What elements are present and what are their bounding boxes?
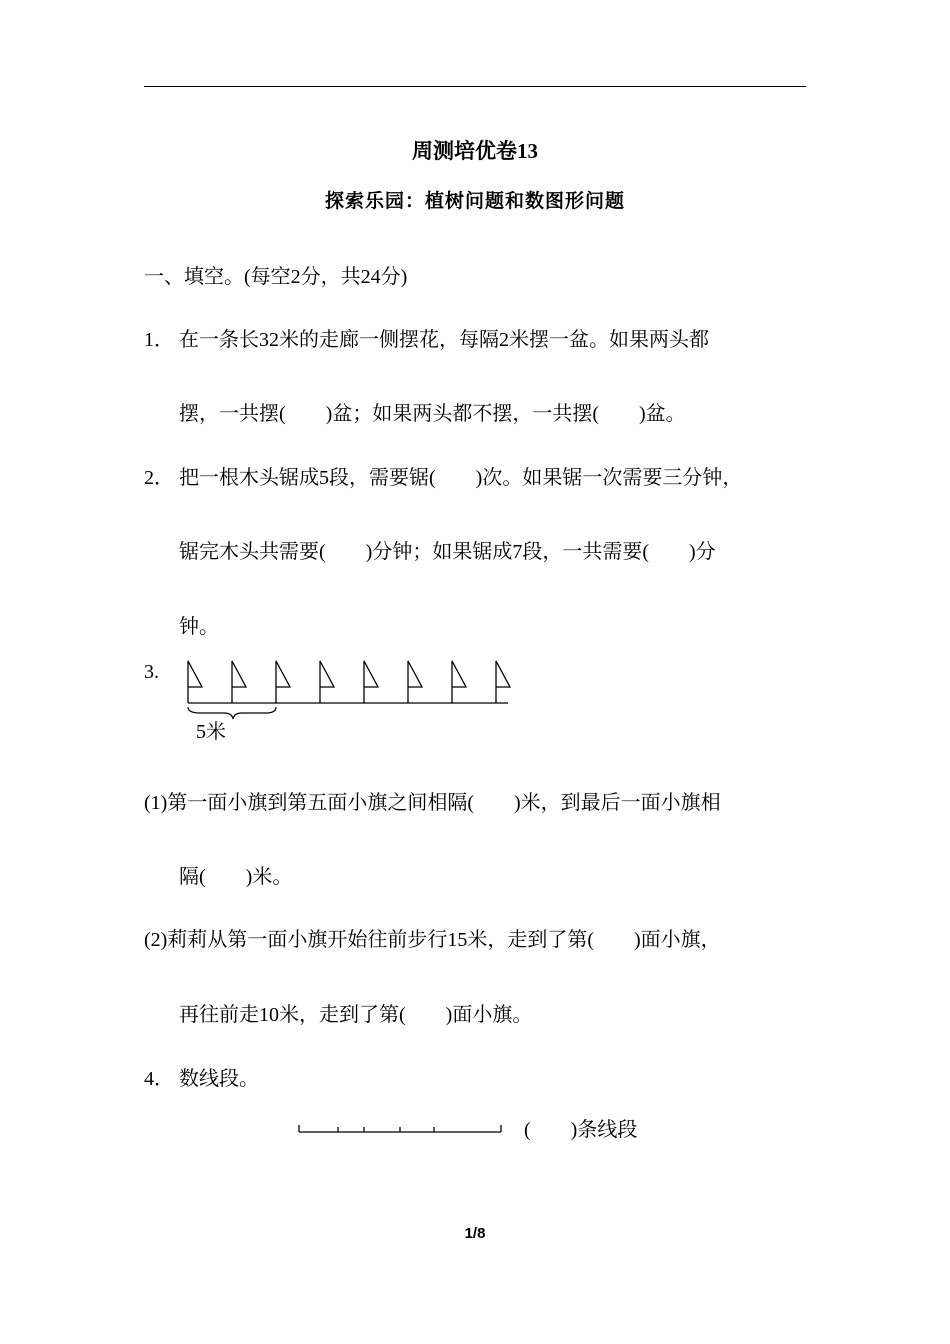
q2-line3: 钟。	[179, 616, 219, 638]
flag-diagram	[180, 655, 520, 745]
q3-part1-line2: 隔( )米。	[179, 866, 293, 888]
flag-icon	[320, 661, 334, 703]
q4-text: 数线段。	[179, 1068, 259, 1090]
flag-icon	[496, 661, 510, 703]
interval-label: 5米	[196, 721, 226, 743]
page-title: 周测培优卷13	[412, 139, 538, 163]
flag-icon	[452, 661, 466, 703]
q2-number: 2．	[144, 467, 174, 489]
q2-line1: 把一根木头锯成5段，需要锯( )次。如果锯一次需要三分钟，	[179, 467, 743, 489]
page-number: 1/8	[464, 1225, 486, 1242]
flag-icon	[364, 661, 378, 703]
q4-answer: ( )条线段	[524, 1119, 638, 1141]
q3-part1-line1: (1)第一面小旗到第五面小旗之间相隔( )米，到最后一面小旗相	[144, 792, 721, 814]
q1-line1: 在一条长32米的走廊一侧摆花，每隔2米摆一盆。如果两头都	[179, 329, 709, 351]
section-heading: 一、填空。(每空2分，共24分)	[144, 266, 408, 288]
segment-diagram	[296, 1120, 506, 1140]
interval-brace	[188, 707, 276, 719]
q3-number: 3.	[144, 661, 159, 683]
q1-number: 1．	[144, 329, 174, 351]
q4-number: 4．	[144, 1068, 174, 1090]
page-subtitle: 探索乐园：植树问题和数图形问题	[324, 191, 625, 212]
flag-icon	[276, 661, 290, 703]
q2-line2: 锯完木头共需要( )分钟；如果锯成7段，一共需要( )分	[179, 541, 716, 563]
flag-icon	[408, 661, 422, 703]
header-rule	[144, 86, 806, 87]
flag-group	[188, 661, 510, 703]
q1-line2: 摆，一共摆( )盆；如果两头都不摆，一共摆( )盆。	[179, 403, 686, 425]
flag-icon	[188, 661, 202, 703]
q3-part2-line1: (2)莉莉从第一面小旗开始往前步行15米，走到了第( )面小旗，	[144, 929, 721, 951]
q3-part2-line2: 再往前走10米，走到了第( )面小旗。	[179, 1004, 533, 1026]
flag-icon	[232, 661, 246, 703]
